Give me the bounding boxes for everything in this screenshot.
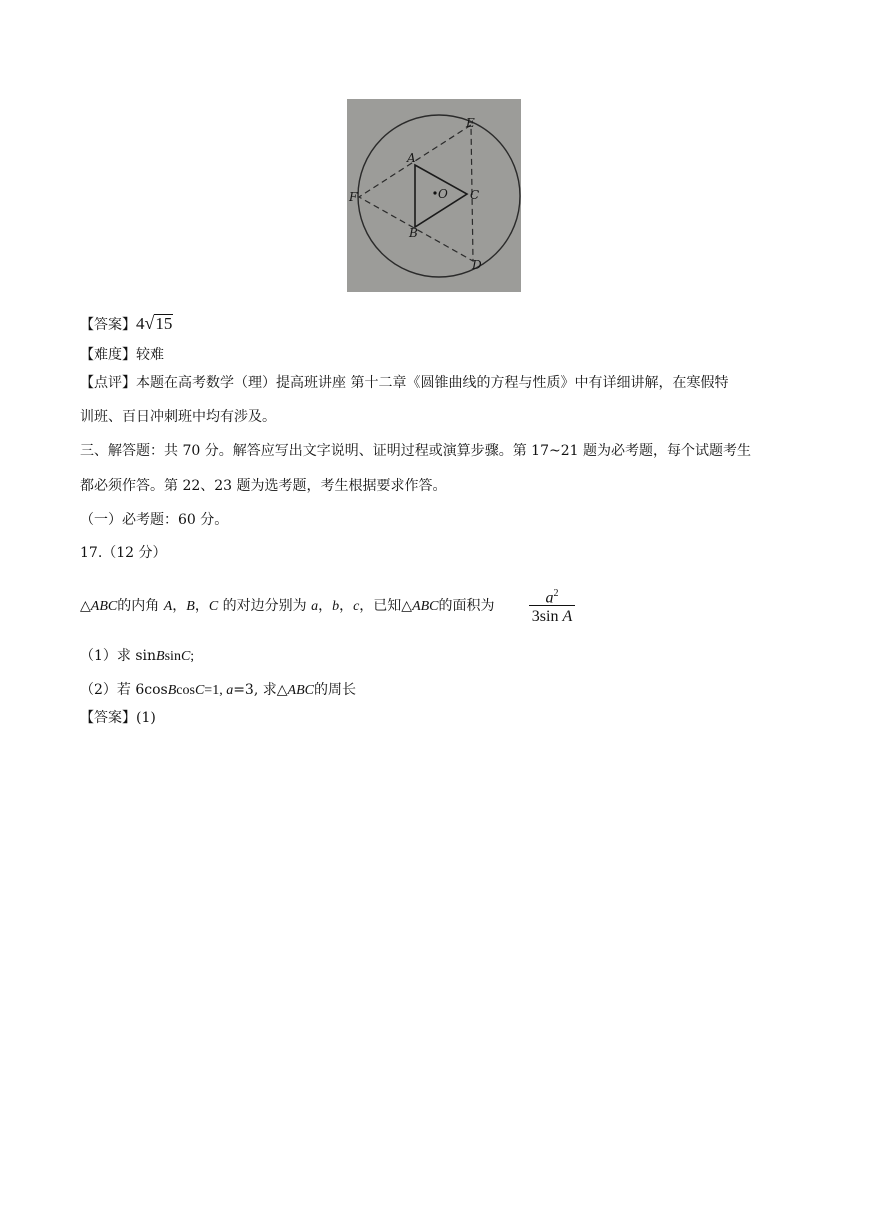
part2-cos: cos (176, 683, 195, 698)
label-a: A (407, 151, 416, 165)
center-point (433, 191, 436, 194)
difficulty-label: 【难度】 (80, 347, 136, 363)
stem-text: 的对边分别为 (218, 598, 312, 614)
geometry-figure (347, 99, 521, 292)
comment-text-1: 本题在高考数学（理）提高班讲座 第十二章《圆锥曲线的方程与性质》中有详细讲解，在寒假特 (136, 375, 729, 391)
q17-header-text: 17.（12 分） (80, 545, 167, 561)
answer-radicand: 15 (155, 314, 173, 333)
answer-line-2 (80, 708, 156, 728)
comment-line-1 (80, 373, 728, 393)
fraction-denominator (528, 606, 576, 628)
separator: ， (172, 598, 187, 614)
stem-text: 的面积为 (438, 598, 495, 614)
part2-text: =3, 求△ (233, 682, 288, 698)
part1-end: ; (190, 649, 195, 664)
abc-var: ABC (90, 599, 118, 614)
answer-label-2: 【答案】 (80, 710, 136, 726)
triangle-symbol: △ (80, 598, 91, 614)
area-fraction (528, 583, 576, 628)
answer-coef: 4 (136, 314, 145, 333)
difficulty-value: 较难 (136, 347, 164, 363)
comment-text-2: 训班、百日冲刺班中均有涉及。 (80, 409, 276, 425)
stem-text: 的内角 (117, 598, 164, 614)
var-a-lower: a (311, 599, 319, 614)
var-c-upper: C (208, 599, 219, 614)
answer-value-2: (1) (136, 710, 156, 726)
label-c: C (470, 188, 480, 202)
circle-triangle-diagram (347, 99, 521, 292)
label-f: F (349, 190, 358, 204)
q17-part1 (80, 646, 194, 667)
part1-sin: sin (164, 649, 181, 664)
separator: ， (339, 598, 354, 614)
part2-abc: ABC (287, 683, 314, 698)
part1-var-b: B (156, 649, 165, 664)
comment-label: 【点评】 (80, 375, 136, 391)
required-text: （一）必考题：60 分。 (80, 512, 229, 528)
numerator-var: a (545, 589, 554, 607)
var-b-upper: B (186, 599, 195, 614)
part2-text: 的周长 (313, 682, 356, 698)
numerator-exponent: 2 (553, 588, 559, 599)
section3-line-1 (80, 441, 751, 461)
part2-eq: =1, (204, 683, 227, 698)
var-c-lower: c (353, 599, 360, 614)
section3-text-1: 三、解答题：共 70 分。解答应写出文字说明、证明过程或演算步骤。第 17~21 题为必考题，每个试题考生 (80, 443, 751, 459)
section3-line-2 (80, 476, 447, 496)
var-b-lower: b (332, 599, 340, 614)
label-o: O (438, 187, 448, 201)
q17-header (80, 543, 167, 563)
section3-text-2: 都必须作答。第 22、23 题为选考题，考生根据要求作答。 (80, 478, 447, 494)
denominator-var: A (562, 608, 573, 625)
required-line (80, 510, 228, 530)
answer-line-1 (80, 311, 173, 335)
part2-var-c: C (194, 683, 205, 698)
label-d: D (472, 258, 482, 272)
fraction-numerator (528, 583, 576, 605)
denominator-text: 3sin (531, 608, 563, 625)
abc-var: ABC (412, 599, 439, 614)
part2-text: （2）若 6cos (80, 682, 168, 698)
label-b: B (409, 226, 418, 240)
sqrt-symbol: √ (144, 313, 155, 333)
part2-var-b: B (167, 683, 177, 698)
q17-stem (80, 596, 495, 617)
answer-math (136, 311, 173, 336)
comment-line-2 (80, 407, 276, 427)
separator: ， (194, 598, 209, 614)
var-a-upper: A (163, 599, 173, 614)
separator: ， (318, 598, 333, 614)
difficulty-line (80, 345, 164, 365)
part1-text: （1）求 sin (80, 648, 157, 664)
q17-part2 (80, 680, 356, 701)
answer-label-1: 【答案】 (80, 317, 136, 333)
part1-var-c: C (180, 649, 191, 664)
label-e: E (466, 116, 475, 130)
figure-background (347, 99, 521, 292)
stem-text: ，已知△ (359, 598, 413, 614)
part2-var-a: a (226, 683, 234, 698)
